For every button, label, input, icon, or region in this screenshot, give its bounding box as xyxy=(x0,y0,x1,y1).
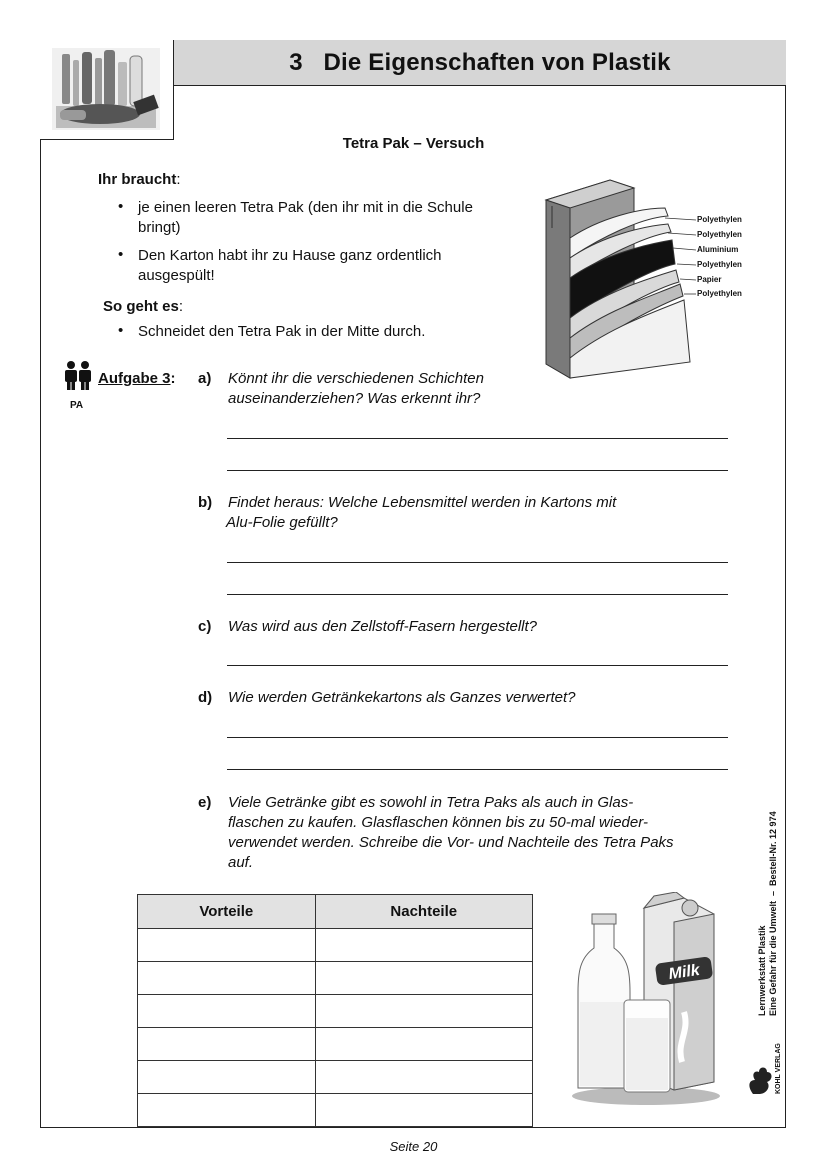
answer-line[interactable] xyxy=(227,594,728,595)
layer-label: Aluminium xyxy=(697,245,739,254)
table-cell[interactable] xyxy=(138,995,316,1028)
pros-cons-table xyxy=(137,894,533,1127)
table-cell[interactable] xyxy=(315,1028,532,1061)
answer-line[interactable] xyxy=(227,470,728,471)
materials-item: Den Karton habt ihr zu Hause ganz ordentlich xyxy=(138,247,442,264)
answer-line[interactable] xyxy=(227,737,728,738)
table-row xyxy=(138,995,533,1028)
question-text: Was wird aus den Zellstoff-Fasern hergestellt? xyxy=(228,618,538,635)
table-row xyxy=(138,962,533,995)
question-text: auseinanderziehen? Was erkennt ihr? xyxy=(228,390,481,407)
layer-label: Polyethylen xyxy=(697,215,742,224)
publisher-name: KOHL VERLAG xyxy=(775,1043,782,1094)
table-cell[interactable] xyxy=(315,1061,532,1094)
experiment-subtitle: Tetra Pak – Versuch xyxy=(342,135,485,152)
table-row xyxy=(138,1028,533,1061)
plastic-waste-image xyxy=(40,40,174,140)
title-bar xyxy=(174,40,786,86)
answer-line[interactable] xyxy=(227,769,728,770)
milk-brand-text: Milk xyxy=(667,961,701,984)
page-title: 3 Die Eigenschaften von Plastik xyxy=(289,48,671,76)
publisher-logo xyxy=(745,1043,782,1096)
question-text: flaschen zu kaufen. Glasflaschen können bis zu 50-mal wieder- xyxy=(228,814,648,831)
materials-item: je einen leeren Tetra Pak (den ihr mit in die Schule xyxy=(138,199,473,216)
bullet: • xyxy=(118,322,124,339)
answer-line[interactable] xyxy=(227,438,728,439)
layer-label: Polyethylen xyxy=(697,289,742,298)
question-letter: a) xyxy=(198,370,212,387)
partner-work-icon xyxy=(63,360,93,390)
question-text: Findet heraus: Welche Lebensmittel werden in Kartons mit xyxy=(228,494,617,511)
question-text: Viele Getränke gibt es sowohl in Tetra Paks als auch in Glas- xyxy=(228,794,634,811)
table-row xyxy=(138,1061,533,1094)
answer-line[interactable] xyxy=(227,665,728,666)
table-cell[interactable] xyxy=(138,962,316,995)
procedure-item: Schneidet den Tetra Pak in der Mitte durch. xyxy=(138,323,426,340)
table-cell[interactable] xyxy=(315,1094,532,1127)
bullet: • xyxy=(118,246,124,263)
table-cell[interactable] xyxy=(138,1028,316,1061)
table-cell[interactable] xyxy=(138,1061,316,1094)
table-row xyxy=(138,929,533,962)
table-row xyxy=(138,1094,533,1127)
book-info-sidebar xyxy=(757,716,779,1016)
layer-label: Polyethylen xyxy=(697,260,742,269)
question-text: Könnt ihr die verschiedenen Schichten xyxy=(228,370,484,387)
layer-label: Papier xyxy=(697,275,722,284)
question-letter: b) xyxy=(198,494,213,511)
question-text: auf. xyxy=(228,854,254,871)
question-text: Alu-Folie gefüllt? xyxy=(226,514,338,531)
materials-heading: Ihr braucht: xyxy=(98,171,181,188)
bullet: • xyxy=(118,198,124,215)
materials-item: bringt) xyxy=(138,219,181,236)
question-letter: e) xyxy=(198,794,212,811)
question-letter: c) xyxy=(198,618,212,635)
table-cell[interactable] xyxy=(315,995,532,1028)
tetra-pak-layers-figure xyxy=(540,178,760,384)
question-text: Wie werden Getränkekartons als Ganzes verwertet? xyxy=(228,689,576,706)
answer-line[interactable] xyxy=(227,562,728,563)
table-header-pros: Vorteile xyxy=(138,895,316,929)
table-cell[interactable] xyxy=(138,929,316,962)
book-subtitle-order-number: Eine Gefahr für die Umwelt – Bestell-Nr. 12 974 xyxy=(768,811,778,1016)
table-cell[interactable] xyxy=(315,962,532,995)
book-title: Lernwerkstatt Plastik xyxy=(757,925,767,1016)
table-cell[interactable] xyxy=(138,1094,316,1127)
question-letter: d) xyxy=(198,689,213,706)
pa-label: PA xyxy=(70,400,84,411)
materials-item: ausgespült! xyxy=(138,267,215,284)
table-cell[interactable] xyxy=(315,929,532,962)
table-header-cons: Nachteile xyxy=(315,895,532,929)
task-label: Aufgabe 3: xyxy=(98,370,176,387)
page-number: Seite 20 xyxy=(389,1139,438,1154)
layer-label: Polyethylen xyxy=(697,230,742,239)
milk-illustration xyxy=(566,892,726,1112)
procedure-heading: So geht es: xyxy=(103,298,184,315)
question-text: verwendet werden. Schreibe die Vor- und Nachteile des Tetra Paks xyxy=(228,834,674,851)
